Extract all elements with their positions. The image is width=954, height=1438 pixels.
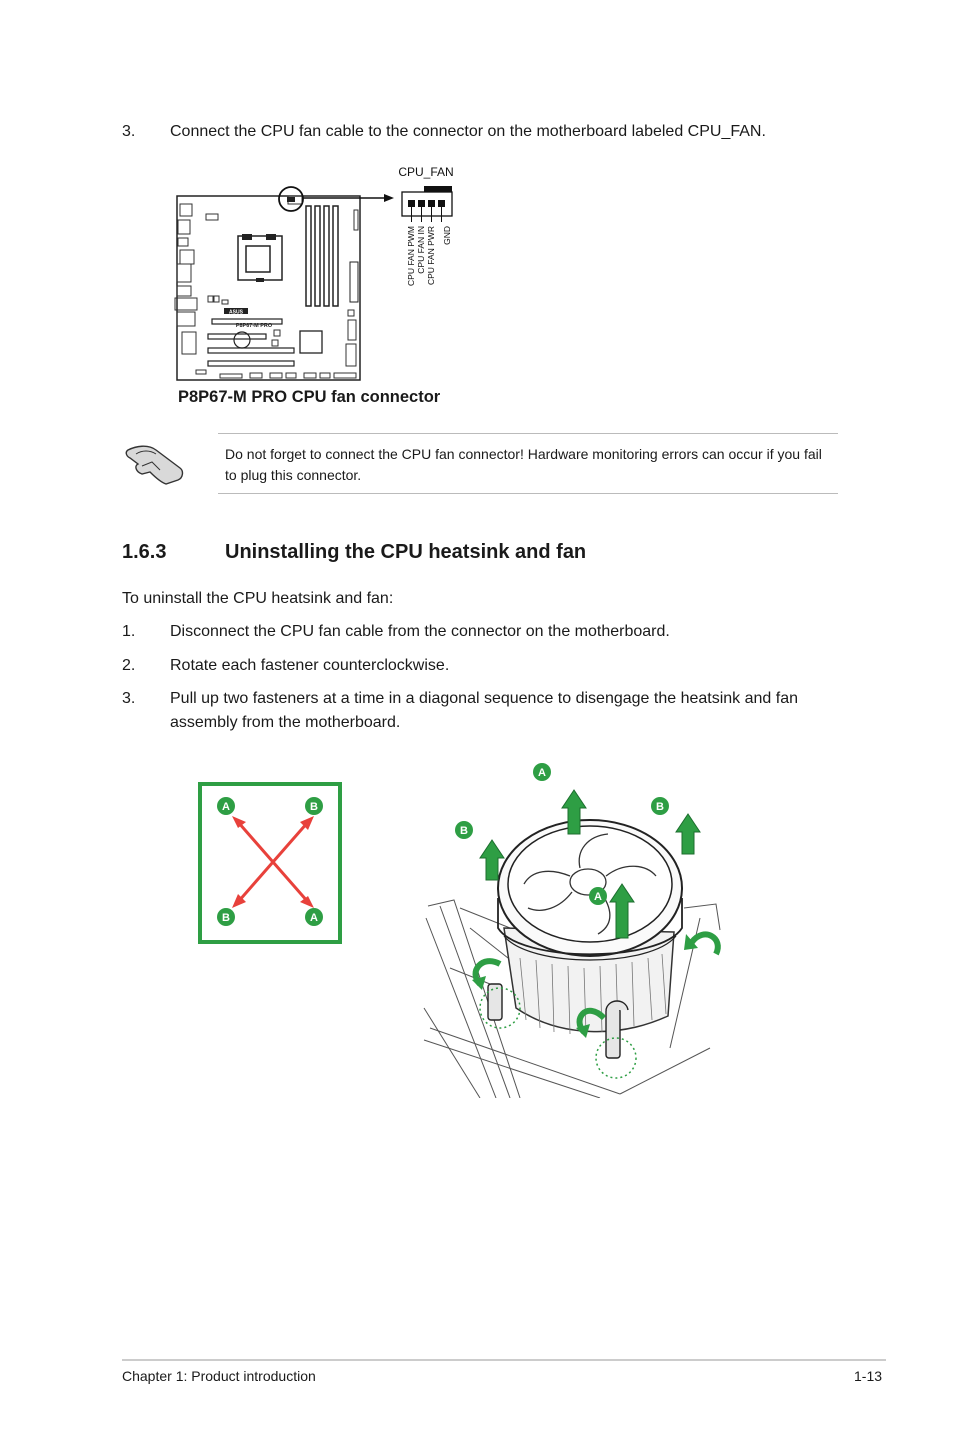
step-number: 1. — [122, 623, 136, 640]
label-a-bottom: A — [310, 912, 318, 924]
connector-label: CPU_FAN — [398, 165, 454, 179]
section-number: 1.6.3 — [122, 541, 167, 563]
label-a-heatsink-top: A — [538, 767, 546, 779]
step-number: 3. — [122, 123, 136, 140]
intro-text: To uninstall the CPU heatsink and fan: — [122, 590, 394, 607]
pointer-arrow-icon — [384, 194, 394, 202]
step-text: Connect the CPU fan cable to the connector on the motherboard labeled CPU_FAN. — [170, 123, 766, 140]
pin-label-gnd: GND — [442, 226, 452, 245]
label-b-top: B — [310, 801, 318, 813]
step-connect-fan — [122, 120, 842, 144]
brand-logo: ASUS — [229, 309, 243, 316]
label-b-heatsink-right: B — [656, 801, 664, 813]
footer-rule — [122, 1359, 886, 1361]
section-title: Uninstalling the CPU heatsink and fan — [225, 541, 587, 563]
step-text: Rotate each fastener counterclockwise. — [170, 657, 450, 674]
motherboard-diagram — [170, 160, 470, 385]
note-top-rule — [218, 433, 838, 434]
label-b-heatsink-left: B — [460, 825, 468, 837]
step-text: Disconnect the CPU fan cable from the connector on the motherboard. — [170, 623, 670, 640]
label-a-heatsink-center: A — [594, 891, 602, 903]
note-bottom-rule — [218, 493, 838, 494]
step-2 — [122, 654, 842, 678]
step-number: 3. — [122, 690, 136, 707]
pin-label-pwm: CPU FAN PWM — [406, 226, 416, 286]
board-name-label: P8P67-M PRO — [235, 323, 273, 329]
figure-caption: P8P67-M PRO CPU fan connector — [178, 388, 441, 406]
note-text: Do not forget to connect the CPU fan connector! Hardware monitoring errors can occur if you fail to plug this connector. — [225, 446, 822, 483]
diagonal-sequence-diagram — [198, 782, 344, 946]
up-arrow-b-right — [676, 814, 700, 854]
pin-label-in: CPU FAN IN — [416, 226, 426, 274]
step-number: 2. — [122, 657, 136, 674]
step-text: Pull up two fasteners at a time in a diagonal sequence to disengage the heatsink and fan assembly from the motherboard. — [170, 690, 798, 731]
label-b-bottom: B — [222, 912, 230, 924]
hand-note-icon — [122, 436, 188, 486]
heatsink-removal-illustration — [420, 758, 730, 1098]
step-3 — [122, 687, 842, 735]
step-1 — [122, 620, 842, 644]
label-a-top: A — [222, 801, 230, 813]
footer-chapter: Chapter 1: Product introduction — [122, 1368, 316, 1384]
footer-page-number: 1-13 — [854, 1368, 883, 1384]
pin-label-pwr: CPU FAN PWR — [426, 226, 436, 286]
